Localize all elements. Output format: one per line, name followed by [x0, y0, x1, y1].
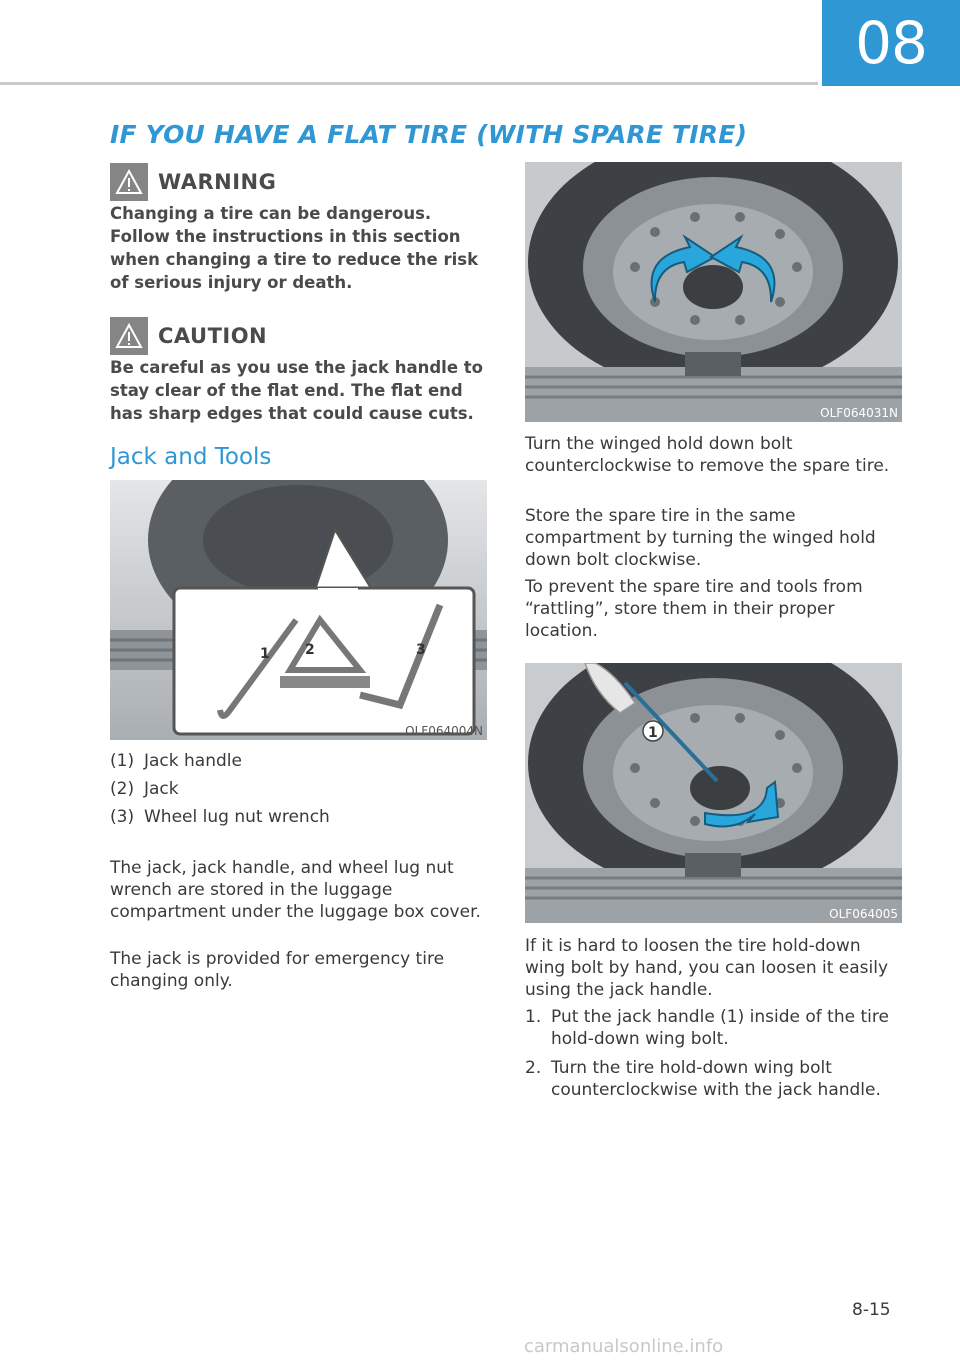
- warning-text: Changing a tire can be dangerous. Follow the instructions in this section when changing a tire to reduce the risk of serious injury or death.: [110, 204, 479, 292]
- chapter-tab: 08: [822, 0, 960, 86]
- jack-tools-para-1: The jack, jack handle, and wheel lug nut wrench are stored in the luggage compartment under the luggage box cover.: [110, 858, 481, 922]
- page-number: 8-15: [852, 1300, 891, 1320]
- loosen-steps: [525, 1006, 905, 1108]
- figure-code: OLF064004N: [405, 724, 483, 738]
- jack-tools-illustration: [110, 480, 487, 740]
- spare-tire-para-3: To prevent the spare tire and tools from “rattling”, store them in their proper location.: [525, 577, 863, 641]
- step-item: 1. Put the jack handle (1) inside of the tire hold-down wing bolt.: [525, 1007, 889, 1049]
- legend-item: (3) Wheel lug nut wrench: [110, 807, 330, 827]
- caution-label: CAUTION: [158, 324, 268, 348]
- warning-icon: [110, 163, 148, 201]
- callout-1: 1: [260, 646, 270, 662]
- jack-tools-figure: [110, 480, 487, 740]
- step-item: 2. Turn the tire hold-down wing bolt counterclockwise with the jack handle.: [525, 1058, 881, 1100]
- section-title: IF YOU HAVE A FLAT TIRE (WITH SPARE TIRE): [110, 120, 748, 149]
- spare-tire-figure: [525, 162, 902, 422]
- warning-header: [110, 163, 276, 201]
- caution-header: [110, 317, 267, 355]
- loosen-para-1: If it is hard to loosen the tire hold-down wing bolt by hand, you can loosen it easily using the jack handle.: [525, 936, 889, 1000]
- spare-tire-illustration: [525, 162, 902, 422]
- spare-tire-para-2: Store the spare tire in the same compartment by turning the winged hold down bolt clockwise.: [525, 506, 876, 570]
- caution-icon: [110, 317, 148, 355]
- legend-item: (1) Jack handle: [110, 751, 242, 771]
- loosen-bolt-illustration: [525, 663, 902, 923]
- legend-item: (2) Jack: [110, 779, 179, 799]
- jack-tools-legend: [110, 747, 330, 831]
- loosen-bolt-figure: [525, 663, 902, 923]
- callout-1: 1: [648, 725, 658, 741]
- figure-code: OLF064031N: [820, 406, 898, 420]
- caution-text: Be careful as you use the jack handle to stay clear of the flat end. The flat end has sharp edges that could cause cuts.: [110, 358, 483, 423]
- jack-tools-title: Jack and Tools: [110, 444, 272, 470]
- callout-3: 3: [416, 642, 426, 658]
- callout-2: 2: [305, 642, 315, 658]
- warning-label: WARNING: [158, 170, 277, 194]
- spare-tire-para-1: Turn the winged hold down bolt counterclockwise to remove the spare tire.: [525, 434, 890, 476]
- header-rule: [0, 82, 818, 85]
- watermark: carmanualsonline.info: [524, 1336, 724, 1357]
- jack-tools-para-2: The jack is provided for emergency tire changing only.: [110, 949, 445, 991]
- figure-code: OLF064005: [829, 907, 898, 921]
